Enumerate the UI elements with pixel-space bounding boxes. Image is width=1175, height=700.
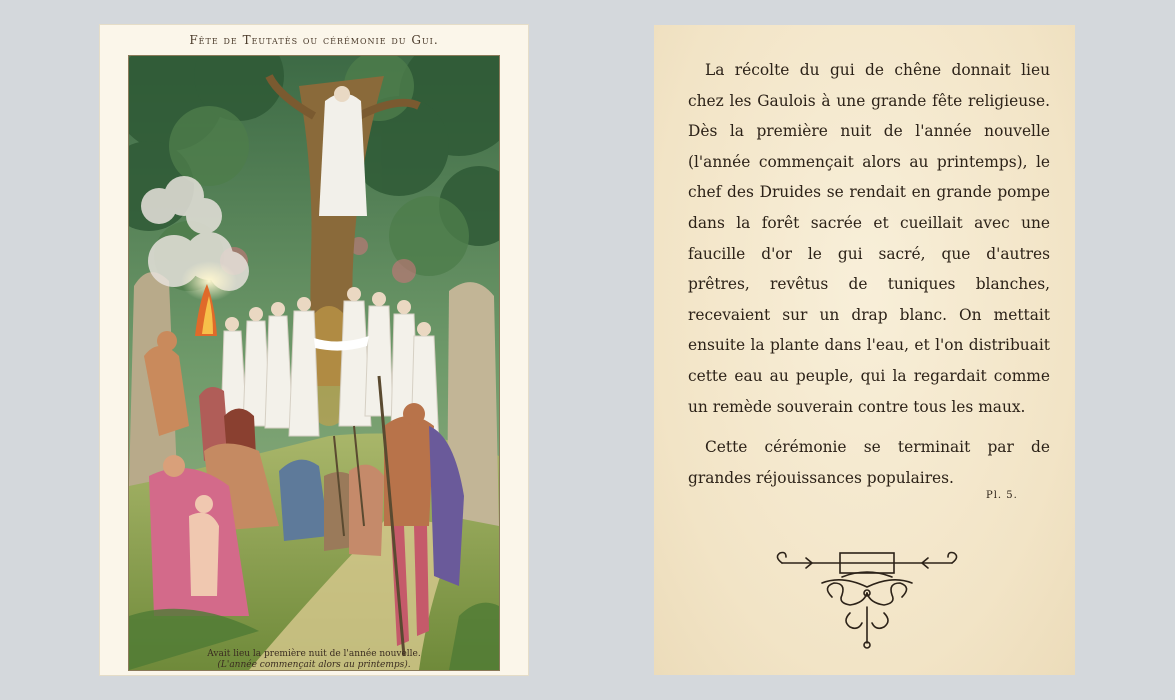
caption-line-1: Avait lieu la première nuit de l'année nouvelle. — [207, 649, 421, 659]
back-paragraph-1: La récolte du gui de chêne donnait lieu chez les Gaulois à une grande fête religieuse. Dès la première nuit de l'année nouvelle (l'année commençait alors au printemps), le chef des Druides se rendait en grande pompe dans la forêt sacrée et cueillait avec une faucille d'or le gui sacré, que d'autres prêtres, revêtus de tuniques blanches, recevaient sur un drap blanc. On mettait ensuite la plante dans l'eau, et l'on distribuait cette eau au peuple, qui la regardait comme un remède souverain contre tous les maux. — [688, 61, 1050, 416]
caption-line-2: (L'année commençait alors au printemps). — [217, 660, 411, 670]
decorative-ornament-icon — [772, 547, 962, 652]
front-card — [100, 25, 528, 675]
back-card-text — [688, 55, 1050, 493]
back-card — [654, 25, 1075, 675]
druid-ceremony-illustration — [128, 55, 500, 671]
front-card-title: Fête de Teutatès ou cérémonie du Gui. — [189, 33, 439, 47]
plate-reference: Pl. 5. — [986, 490, 1018, 501]
front-card-caption — [100, 649, 528, 671]
back-paragraph-2: Cette cérémonie se terminait par de grandes réjouissances populaires. — [688, 438, 1050, 487]
